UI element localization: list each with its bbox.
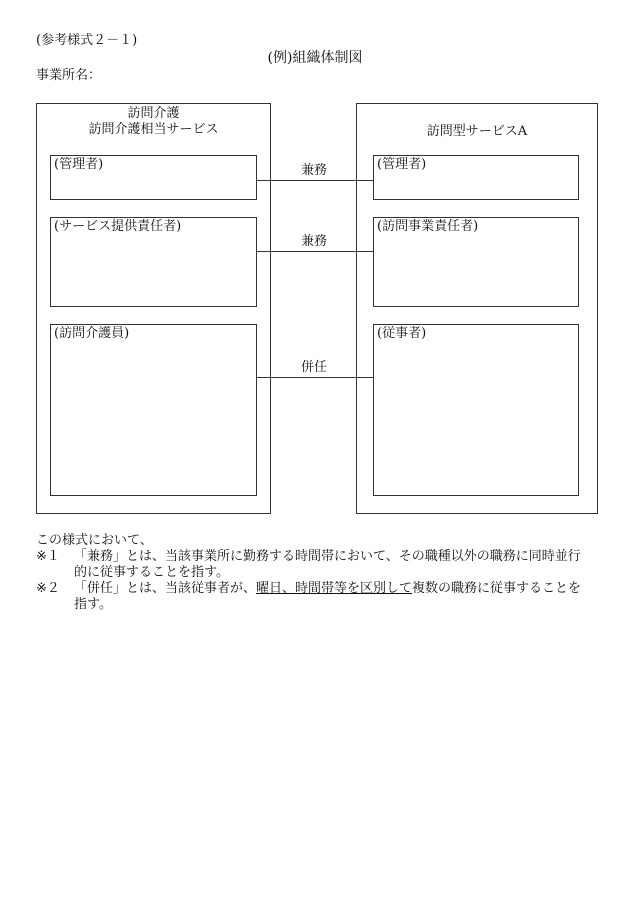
document-title: (例)組織体制図 xyxy=(267,50,363,66)
left-service-column xyxy=(36,103,271,514)
right-column-title: 訪問型サービスA xyxy=(426,124,528,139)
left-service-manager-label: (サービス提供責任者) xyxy=(54,219,182,234)
note-1-line1: 「兼務」とは、当該事業所に勤務する時間帯において、その職種以外の職務に同時並行 xyxy=(74,549,581,564)
note-1-line2: 的に従事することを指す。 xyxy=(74,565,229,580)
note-2-underlined: 曜日、時間帯等を区別して xyxy=(256,581,413,596)
left-service-manager-box xyxy=(50,217,257,307)
connector-line-2 xyxy=(256,251,373,252)
note-2-line2: 指す。 xyxy=(74,597,112,612)
left-column-title-line1: 訪問介護 xyxy=(127,106,180,121)
left-manager-label: (管理者) xyxy=(54,157,104,172)
left-care-worker-box xyxy=(50,324,257,496)
left-care-worker-label: (訪問介護員) xyxy=(54,326,130,341)
note-2-text-before: 「併任」とは、当該従事者が、 xyxy=(74,581,257,596)
note-mark-2: ※２ xyxy=(36,581,60,596)
note-mark-1: ※１ xyxy=(36,549,60,564)
connector-label-2: 兼務 xyxy=(300,234,327,249)
right-worker-box xyxy=(373,324,579,496)
right-manager-label: (管理者) xyxy=(377,157,427,172)
left-manager-box xyxy=(50,155,257,200)
connector-label-3: 併任 xyxy=(300,360,327,375)
connector-label-1: 兼務 xyxy=(300,163,327,178)
connector-line-1 xyxy=(256,180,373,181)
office-name-label: 事業所名： xyxy=(36,68,102,83)
right-visit-manager-box xyxy=(373,217,579,307)
left-column-title-line2: 訪問介護相当サービス xyxy=(88,122,219,137)
connector-line-3 xyxy=(256,377,373,378)
right-manager-box xyxy=(373,155,579,200)
note-item-1 xyxy=(36,549,606,581)
note-item-2 xyxy=(36,581,606,613)
form-number: (参考様式２－１) xyxy=(36,33,138,48)
notes-section xyxy=(36,533,606,613)
note-2-text-after: 複数の職務に従事することを xyxy=(412,581,582,596)
notes-intro: この様式において、 xyxy=(36,533,153,548)
note-2-line1 xyxy=(74,581,606,597)
right-worker-label: (従事者) xyxy=(377,326,427,341)
right-visit-manager-label: (訪問事業責任者) xyxy=(377,219,479,234)
right-service-column xyxy=(356,103,598,514)
